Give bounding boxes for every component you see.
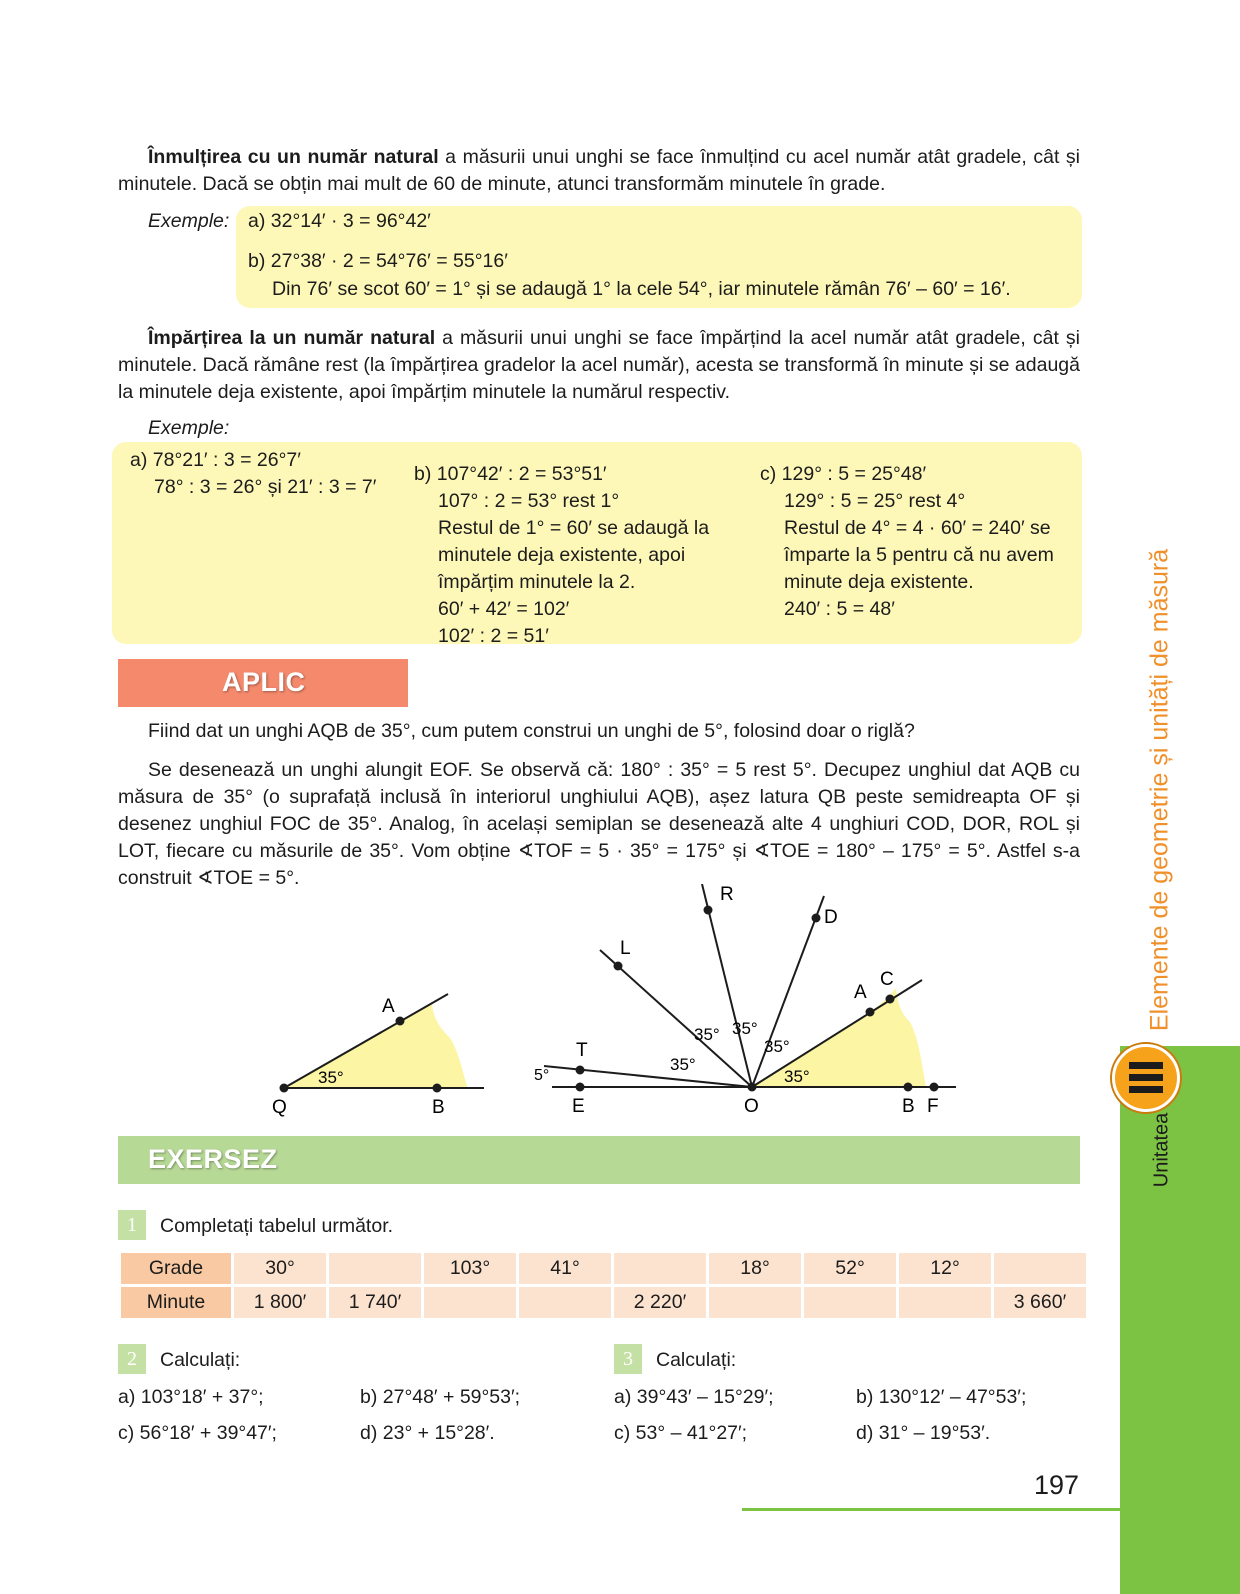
table-cell: [424, 1287, 516, 1318]
example-div-c-line: 240′ : 5 = 48′: [784, 598, 895, 620]
examples-label-division: Exemple:: [148, 417, 230, 439]
table-cell: 2 220′: [614, 1287, 706, 1318]
point-a2: [866, 1008, 875, 1017]
example-div-c-line: împarte la 5 pentru că nu avem: [784, 544, 1054, 566]
angle-label: 35°: [318, 1068, 344, 1087]
point-l: [614, 962, 623, 971]
point-d: [812, 914, 821, 923]
figure-angle-construction: [526, 884, 962, 1120]
table-cell: [519, 1287, 611, 1318]
angle-label-dor: 35°: [732, 1019, 758, 1038]
example-div-c: [760, 461, 1054, 623]
bar: [1129, 1074, 1163, 1081]
example-div-b-line: b) 107°42′ : 2 = 53°51′: [414, 463, 607, 485]
exercise-2-d: d) 23° + 15°28′.: [360, 1422, 495, 1444]
text-multiplication: a măsurii unui unghi se face înmulțind cu acel număr atât gradele, cât și minutele. Dacă se obțin mai mult de 60 de minute, atunci transformăm minutele în grade.: [118, 146, 1080, 195]
label-d: D: [824, 907, 838, 928]
exersez-title: EXERSEZ: [148, 1144, 278, 1174]
point-t: [576, 1066, 585, 1075]
angle-label-foc: 35°: [784, 1067, 810, 1086]
label-f: F: [927, 1096, 939, 1117]
table-cell: 52°: [804, 1253, 896, 1284]
exercise-2-c: c) 56°18′ + 39°47′;: [118, 1422, 277, 1444]
table-cell: [994, 1253, 1086, 1284]
example-div-c-line: minute deja existente.: [784, 571, 974, 593]
exercise-3-d: d) 31° – 19°53′.: [856, 1422, 991, 1444]
table-cell: Minute: [121, 1287, 231, 1318]
example-div-b-line: 102′ : 2 = 51′: [438, 625, 549, 647]
exercise-2-text: Calculați:: [160, 1349, 241, 1371]
sidebar-unit-label: Unitatea: [1150, 1112, 1173, 1188]
label-a: A: [854, 982, 867, 1003]
table-cell: [709, 1287, 801, 1318]
conversion-table: [118, 1250, 1089, 1321]
angle-label-lot: 35°: [670, 1055, 696, 1074]
angle-label-rol: 35°: [694, 1025, 720, 1044]
figure-angle-aqb: [262, 962, 494, 1120]
term-division: Împărțirea la un număr natural: [148, 327, 436, 349]
label-l: L: [620, 938, 631, 959]
point-f: [930, 1083, 939, 1092]
exercise-3-b: b) 130°12′ – 47°53′;: [856, 1386, 1027, 1408]
table-cell: 103°: [424, 1253, 516, 1284]
table-cell: 3 660′: [994, 1287, 1086, 1318]
example-mult-a: a) 32°14′ · 3 = 96°42′: [248, 210, 431, 232]
table-cell: 1 800′: [234, 1287, 326, 1318]
example-div-c-line: c) 129° : 5 = 25°48′: [760, 463, 927, 485]
point-b: [433, 1084, 442, 1093]
exercise-3-a: a) 39°43′ – 15°29′;: [614, 1386, 774, 1408]
angle-label-toe: 5°: [534, 1067, 550, 1084]
example-div-b-line: minutele deja existente, apoi: [438, 544, 686, 566]
page-number: 197: [1034, 1470, 1080, 1500]
angle-fill: [284, 1004, 468, 1088]
example-div-b-line: 107° : 2 = 53° rest 1°: [438, 490, 620, 512]
table-cell: [804, 1287, 896, 1318]
term-multiplication: Înmulțirea cu un număr natural: [148, 146, 439, 168]
example-div-b-line: Restul de 1° = 60′ se adaugă la: [438, 517, 710, 539]
table-cell: 30°: [234, 1253, 326, 1284]
label-r: R: [720, 884, 734, 905]
table-cell: 41°: [519, 1253, 611, 1284]
table-row-minute: [121, 1287, 1086, 1318]
exercise-1-text: Completați tabelul următor.: [160, 1215, 394, 1237]
label-o: O: [744, 1096, 759, 1117]
exercise-3-text: Calculați:: [656, 1349, 737, 1371]
example-div-c-line: Restul de 4° = 4 · 60′ = 240′ se: [784, 517, 1051, 539]
exercise-3-c: c) 53° – 41°27′;: [614, 1422, 748, 1444]
aplic-title: APLIC: [222, 667, 306, 697]
example-mult-b: b) 27°38′ · 2 = 54°76′ = 55°16′: [248, 250, 508, 272]
point-r: [704, 906, 713, 915]
table-row-grade: [121, 1253, 1086, 1284]
sidebar-title: Elemente de geometrie și unități de măsură: [1145, 548, 1174, 1032]
example-div-b: [414, 461, 709, 650]
three-bars-icon: [1112, 1044, 1180, 1112]
example-div-b-line: împărțim minutele la 2.: [438, 571, 636, 593]
example-div-a-line: 78° : 3 = 26° și 21′ : 3 = 7′: [154, 476, 377, 498]
aplic-question: Fiind dat un unghi AQB de 35°, cum putem construi un unghi de 5°, folosind doar o riglă?: [148, 720, 915, 742]
exercise-2-b: b) 27°48′ + 59°53′;: [360, 1386, 521, 1408]
example-mult-b-note: Din 76′ se scot 60′ = 1° și se adaugă 1° la cele 54°, iar minutele rămân 76′ – 60′ = 16′.: [272, 278, 1011, 300]
label-a: A: [382, 996, 395, 1017]
table-cell: 12°: [899, 1253, 991, 1284]
label-b: B: [432, 1097, 445, 1118]
label-b: B: [902, 1096, 915, 1117]
paragraph-division: [118, 325, 1080, 406]
table-cell: 1 740′: [329, 1287, 421, 1318]
text-division: a măsurii unui unghi se face împărțind la acel număr atât gradele, cât și minutele. Dacă rămâne rest (la împărțirea gradelor la acel număr), acesta se transformă în minute și se adaugă la minutele deja existente, apoi împărțim minutele la numărul respectiv.: [118, 327, 1080, 403]
table-cell: [899, 1287, 991, 1318]
label-e: E: [572, 1096, 585, 1117]
label-t: T: [576, 1040, 588, 1061]
example-div-a-line: a) 78°21′ : 3 = 26°7′: [130, 449, 301, 471]
point-o: [748, 1083, 757, 1092]
aplic-answer: Se desenează un unghi alungit EOF. Se observă că: 180° : 35° = 5 rest 5°. Decupez unghiul dat AQB cu măsura de 35° (o suprafață inclusă în interiorul unghiului AQB), așez latura QB peste semidreapta OF și desenez unghiul FOC de 35°. Analog, în același semiplan se desenează alte 4 unghiuri COD, DOR, ROL și LOT, fiecare cu măsurile de 35°. Vom obține ∢TOF = 5 · 35° = 175° și ∢TOE = 180° – 175° = 5°. Astfel s-a construit ∢TOE = 5°.: [118, 759, 1080, 889]
paragraph-multiplication: [118, 144, 1080, 198]
table-cell: 18°: [709, 1253, 801, 1284]
example-div-a: [130, 447, 376, 501]
label-c: C: [880, 969, 894, 990]
ray-ot: [544, 1066, 752, 1087]
bar: [1129, 1062, 1163, 1069]
footer-rule: [742, 1508, 1122, 1511]
example-div-b-line: 60′ + 42′ = 102′: [438, 598, 570, 620]
point-e: [576, 1083, 585, 1092]
exercise-2-a: a) 103°18′ + 37°;: [118, 1386, 264, 1408]
examples-label: Exemple:: [148, 210, 230, 232]
bar: [1129, 1086, 1163, 1093]
exercise-number: 1: [118, 1210, 146, 1240]
sidebar-green: [1120, 1046, 1240, 1594]
example-div-c-line: 129° : 5 = 25° rest 4°: [784, 490, 966, 512]
label-q: Q: [272, 1097, 287, 1118]
point-a: [396, 1017, 405, 1026]
exercise-number: 3: [614, 1344, 642, 1374]
point-c: [886, 995, 895, 1004]
angle-label-cod: 35°: [764, 1037, 790, 1056]
table-cell: [329, 1253, 421, 1284]
point-b2: [904, 1083, 913, 1092]
point-q: [280, 1084, 289, 1093]
exercise-number: 2: [118, 1344, 146, 1374]
table-cell: [614, 1253, 706, 1284]
table-cell: Grade: [121, 1253, 231, 1284]
ray-or: [702, 884, 752, 1087]
